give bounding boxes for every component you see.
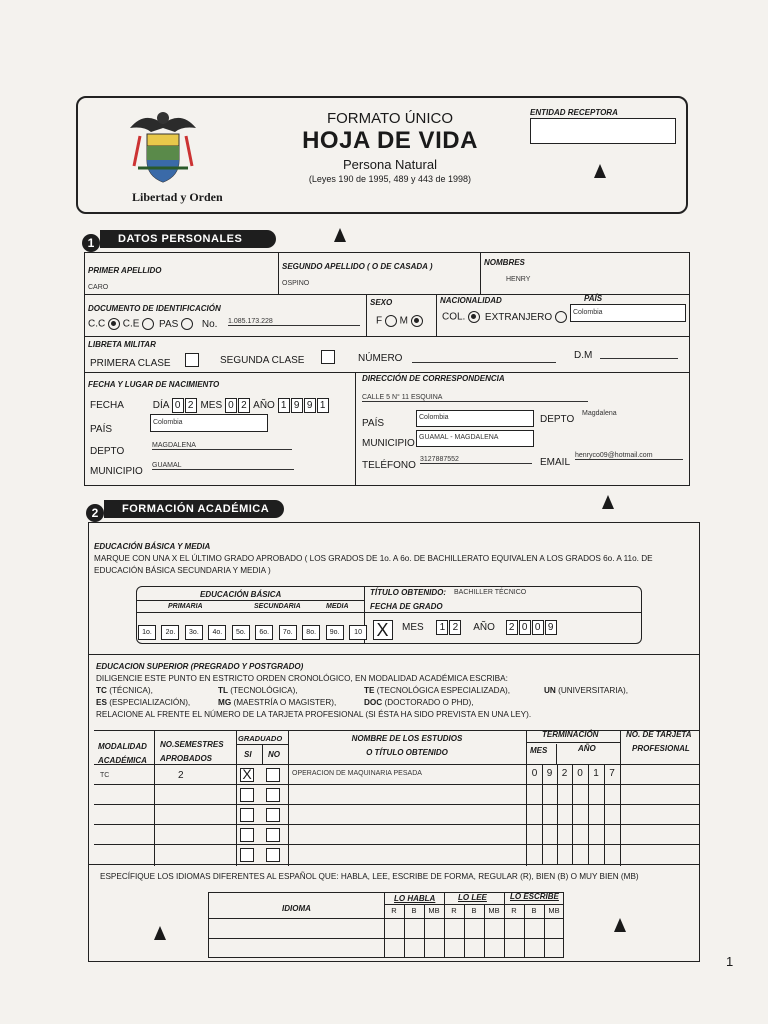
segunda-clase-label: SEGUNDA CLASE bbox=[220, 355, 305, 366]
tc-code: TC bbox=[96, 685, 107, 695]
idiomas-instructions: ESPECÍFIQUE LOS IDIOMAS DIFERENTES AL ESPAÑOL QUE: HABLA, LEE, ESCRIBE DE FORMA, REGULAR (R), BIEN (B) O MUY BIEN (MB) bbox=[100, 872, 639, 881]
dm-input[interactable] bbox=[600, 358, 678, 359]
col-radio[interactable] bbox=[468, 311, 480, 323]
entidad-label: ENTIDAD RECEPTORA bbox=[530, 108, 618, 117]
email-label: EMAIL bbox=[540, 457, 571, 468]
persona-label: Persona Natural bbox=[343, 157, 437, 172]
ce-radio[interactable] bbox=[142, 318, 154, 330]
es-code: ES bbox=[96, 697, 107, 707]
col-graduado-header: GRADUADO bbox=[238, 734, 283, 743]
primera-clase-label: PRIMERA CLASE bbox=[90, 358, 171, 369]
segundo-apellido-value[interactable]: OSPINO bbox=[282, 280, 310, 287]
row-no-checkbox[interactable] bbox=[266, 788, 280, 802]
lo-lee-header: LO LEE bbox=[458, 893, 487, 902]
grado-cell[interactable]: 5o. bbox=[232, 625, 250, 640]
un-desc: (UNIVERSITARIA), bbox=[558, 685, 629, 695]
grado-cell[interactable]: 7o. bbox=[279, 625, 297, 640]
dia-digit[interactable]: 0 bbox=[172, 398, 184, 413]
row-si-checkbox[interactable] bbox=[240, 848, 254, 862]
primer-apellido-label: PRIMER APELLIDO bbox=[88, 266, 162, 275]
basica-instructions bbox=[94, 553, 694, 577]
section2-title: FORMACIÓN ACADÉMICA bbox=[104, 500, 284, 518]
anio-grado-digit[interactable]: 2 bbox=[506, 620, 518, 635]
term-digit[interactable]: 9 bbox=[546, 768, 553, 779]
col-si-header: SI bbox=[244, 750, 252, 759]
grado-cell[interactable]: 6o. bbox=[255, 625, 273, 640]
triangle-marker-icon bbox=[154, 926, 166, 940]
triangle-marker-icon bbox=[334, 228, 346, 242]
row1-no-checkbox[interactable] bbox=[266, 768, 280, 782]
titulo-label: TÍTULO OBTENIDO: bbox=[370, 588, 446, 597]
section1-number: 1 bbox=[82, 234, 100, 252]
titulo-value[interactable]: BACHILLER TÉCNICO bbox=[454, 589, 527, 596]
col-no-header: NO bbox=[268, 750, 280, 759]
level-r: R bbox=[511, 906, 517, 915]
direccion-value[interactable]: CALLE 5 N° 11 ESQUINA bbox=[362, 394, 588, 402]
nacionalidad-group bbox=[442, 311, 567, 323]
level-b: B bbox=[411, 906, 417, 915]
segundo-apellido-label: SEGUNDO APELLIDO ( O DE CASADA ) bbox=[282, 262, 433, 271]
level-r: R bbox=[451, 906, 457, 915]
logo-text: Libertad y Orden bbox=[132, 190, 223, 204]
tc-desc: (TÉCNICA), bbox=[109, 685, 153, 695]
triangle-marker-icon bbox=[602, 495, 614, 509]
nacionalidad-label: NACIONALIDAD bbox=[440, 296, 502, 305]
col-estudios-line2: O TÍTULO OBTENIDO bbox=[366, 748, 448, 757]
te-desc: (TECNOLÓGICA ESPECIALIZADA), bbox=[376, 685, 511, 695]
anio-digit[interactable]: 9 bbox=[304, 398, 316, 413]
grado-cell[interactable]: 8o. bbox=[302, 625, 320, 640]
lo-habla-header: LO HABLA bbox=[394, 894, 436, 903]
basica-title: EDUCACIÓN BÁSICA Y MEDIA bbox=[94, 542, 211, 551]
col-modalidad-line1: MODALIDAD bbox=[98, 742, 147, 751]
mes-digit[interactable]: 2 bbox=[238, 398, 250, 413]
col-modalidad-line2: ACADÉMICA bbox=[98, 756, 147, 765]
entidad-input[interactable] bbox=[530, 118, 676, 144]
sexo-label: SEXO bbox=[370, 298, 393, 307]
anio-digit[interactable]: 1 bbox=[278, 398, 290, 413]
row-no-checkbox[interactable] bbox=[266, 848, 280, 862]
primaria-label: PRIMARIA bbox=[168, 603, 203, 610]
anio-label: AÑO bbox=[253, 400, 275, 411]
doc-code: DOC bbox=[364, 697, 383, 707]
col-label: COL. bbox=[442, 311, 466, 323]
media-label: MEDIA bbox=[326, 603, 349, 610]
grado-cell[interactable]: 10 bbox=[349, 625, 367, 640]
segunda-clase-checkbox[interactable] bbox=[321, 350, 335, 364]
row1-terminacion bbox=[527, 764, 620, 784]
grado-cell[interactable]: 9o. bbox=[326, 625, 344, 640]
fecha-grado-row bbox=[402, 620, 558, 635]
tl-desc: (TECNOLÓGICA), bbox=[230, 685, 298, 695]
cc-label: C.C bbox=[88, 318, 106, 330]
page-title: HOJA DE VIDA bbox=[302, 127, 478, 154]
row1-semestres[interactable]: 2 bbox=[178, 770, 184, 781]
anio-grado-digit[interactable]: 0 bbox=[532, 620, 544, 635]
doc-desc: (DOCTORADO O PHD), bbox=[384, 697, 474, 707]
pas-label: PAS bbox=[159, 318, 179, 330]
idioma-levels bbox=[384, 906, 564, 915]
sup-line2 bbox=[96, 685, 696, 697]
pais-corr-label: PAÍS bbox=[362, 418, 385, 429]
sexo-m-radio[interactable] bbox=[411, 315, 423, 327]
depto-corr-label: DEPTO bbox=[540, 414, 575, 425]
level-r: R bbox=[391, 906, 397, 915]
un-code: UN bbox=[544, 685, 556, 695]
municipio-nac-value[interactable]: GUAMAL bbox=[152, 462, 294, 470]
mes-digit[interactable]: 0 bbox=[225, 398, 237, 413]
pais-nac-input[interactable]: Colombia bbox=[150, 414, 268, 432]
anio-grado-digit[interactable]: 0 bbox=[519, 620, 531, 635]
row-si-checkbox[interactable] bbox=[240, 808, 254, 822]
sexo-f-label: F bbox=[376, 315, 383, 327]
mg-code: MG bbox=[218, 697, 232, 707]
term-digit[interactable]: 2 bbox=[561, 768, 568, 779]
term-digit[interactable]: 0 bbox=[577, 768, 583, 779]
numero-label: NÚMERO bbox=[358, 353, 403, 364]
superior-instructions bbox=[96, 673, 696, 720]
personal-data-frame bbox=[84, 252, 690, 486]
pais-input[interactable]: Colombia bbox=[570, 304, 686, 322]
depto-corr-value[interactable]: Magdalena bbox=[582, 410, 617, 417]
idioma-header: IDIOMA bbox=[282, 904, 311, 913]
primer-apellido-value[interactable]: CARO bbox=[88, 284, 109, 291]
level-mb: MB bbox=[488, 906, 500, 915]
formato-label: FORMATO ÚNICO bbox=[326, 110, 454, 127]
col-tarjeta-line1: NO. DE TARJETA bbox=[626, 730, 692, 739]
nombres-label: NOMBRES bbox=[484, 258, 525, 267]
grado-cell[interactable]: 1o. bbox=[138, 625, 156, 640]
sup-line1: DILIGENCIE ESTE PUNTO EN ESTRICTO ORDEN CRONOLÓGICO, EN MODALIDAD ACADÉMICA ESCRIBA: bbox=[96, 674, 508, 683]
te-code: TE bbox=[364, 685, 375, 695]
row-si-checkbox[interactable] bbox=[240, 828, 254, 842]
documento-label: DOCUMENTO DE IDENTIFICACIÓN bbox=[88, 304, 221, 313]
level-mb: MB bbox=[428, 906, 440, 915]
level-b: B bbox=[471, 906, 477, 915]
grado-marked-x[interactable]: X bbox=[373, 620, 393, 640]
mes-grado-digit[interactable]: 1 bbox=[436, 620, 448, 635]
documento-numero-value[interactable]: 1.085.173.228 bbox=[228, 318, 360, 326]
pais-nac-label: PAÍS bbox=[90, 424, 113, 435]
col-estudios-line1: NOMBRE DE LOS ESTUDIOS bbox=[351, 734, 463, 743]
col-mes-header: MES bbox=[530, 746, 548, 755]
tl-code: TL bbox=[218, 685, 229, 695]
municipio-corr-input[interactable]: GUAMAL - MAGDALENA bbox=[416, 430, 534, 447]
direccion-label: DIRECCIÓN DE CORRESPONDENCIA bbox=[362, 374, 505, 383]
basica-instr-line2: EDUCACIÓN BÁSICA SECUNDARIA Y MEDIA ) bbox=[94, 566, 271, 575]
anio-digit[interactable]: 9 bbox=[291, 398, 303, 413]
dia-label: DÍA bbox=[152, 400, 169, 411]
ed-basica-label: EDUCACIÓN BÁSICA bbox=[200, 590, 282, 599]
nacimiento-label: FECHA Y LUGAR DE NACIMIENTO bbox=[88, 380, 220, 389]
sexo-m-label: M bbox=[399, 315, 409, 327]
col-estudios-header bbox=[290, 732, 524, 760]
level-b: B bbox=[531, 906, 537, 915]
grado-cell[interactable]: 2o. bbox=[161, 625, 179, 640]
row-no-checkbox[interactable] bbox=[266, 828, 280, 842]
no-label: No. bbox=[201, 318, 218, 330]
superior-title: EDUCACION SUPERIOR (PREGRADO Y POSTGRADO) bbox=[96, 662, 304, 671]
dm-label: D.M bbox=[574, 350, 593, 361]
term-digit[interactable]: 1 bbox=[593, 768, 599, 779]
row-si-checkbox[interactable] bbox=[240, 788, 254, 802]
depto-nac-value[interactable]: MAGDALENA bbox=[152, 442, 292, 450]
section1-title: DATOS PERSONALES bbox=[100, 230, 276, 248]
sup-line3 bbox=[96, 697, 696, 709]
sexo-group bbox=[376, 315, 423, 327]
fecha-grado-label: FECHA DE GRADO bbox=[370, 602, 443, 611]
telefono-value[interactable]: 3127887552 bbox=[420, 456, 532, 464]
anio-grado-label: AÑO bbox=[473, 622, 495, 633]
row-no-checkbox[interactable] bbox=[266, 808, 280, 822]
triangle-marker-icon bbox=[614, 918, 626, 932]
libreta-label: LIBRETA MILITAR bbox=[88, 340, 156, 349]
fecha-nacimiento-row bbox=[90, 398, 330, 413]
municipio-nac-label: MUNICIPIO bbox=[90, 466, 143, 477]
depto-nac-label: DEPTO bbox=[90, 446, 125, 457]
pais-corr-input[interactable]: Colombia bbox=[416, 410, 534, 427]
mes-grado-digit[interactable]: 2 bbox=[449, 620, 461, 635]
extranjero-label: EXTRANJERO bbox=[484, 311, 553, 323]
fecha-label: FECHA bbox=[90, 400, 124, 411]
email-value[interactable]: henryco09@hotmail.com bbox=[575, 452, 683, 460]
col-anio-header: AÑO bbox=[578, 744, 596, 753]
sexo-f-radio[interactable] bbox=[385, 315, 397, 327]
row1-modalidad[interactable]: TC bbox=[100, 772, 110, 779]
grado-cell[interactable]: 4o. bbox=[208, 625, 226, 640]
term-digit[interactable]: 0 bbox=[531, 768, 538, 779]
col-tarjeta-header bbox=[626, 728, 691, 756]
pas-radio[interactable] bbox=[181, 318, 193, 330]
header-titles bbox=[300, 110, 480, 184]
numero-input[interactable] bbox=[412, 362, 556, 363]
es-desc: (ESPECIALIZACIÓN), bbox=[109, 697, 191, 707]
pais-label: PAÍS bbox=[584, 294, 603, 303]
page-number: 1 bbox=[726, 954, 734, 969]
sup-line4: RELACIONE AL FRENTE EL NÚMERO DE LA TARJETA PROFESIONAL (SI ÉSTA HA SIDO PREVISTA EN UNA LEY). bbox=[96, 709, 532, 719]
lo-escribe-header: LO ESCRIBE bbox=[510, 892, 559, 901]
col-modalidad-header bbox=[98, 740, 147, 768]
col-semestres-line1: NO.SEMESTRES bbox=[160, 740, 224, 749]
documento-type-group bbox=[88, 318, 217, 330]
nombres-value[interactable]: HENRY bbox=[506, 276, 531, 283]
row1-si-checkbox[interactable]: X bbox=[240, 768, 254, 782]
anio-digit[interactable]: 1 bbox=[317, 398, 329, 413]
triangle-marker-icon bbox=[594, 164, 606, 178]
cc-radio[interactable] bbox=[108, 318, 120, 330]
col-terminacion-header: TERMINACIÓN bbox=[542, 730, 599, 739]
col-tarjeta-line2: PROFESIONAL bbox=[632, 744, 690, 753]
level-mb: MB bbox=[548, 906, 560, 915]
row1-estudios[interactable]: OPERACION DE MAQUINARIA PESADA bbox=[292, 770, 422, 777]
telefono-label: TELÉFONO bbox=[362, 460, 416, 471]
extranjero-radio[interactable] bbox=[555, 311, 567, 323]
col-semestres-line2: APROBADOS bbox=[160, 754, 213, 763]
primera-clase-checkbox[interactable] bbox=[185, 353, 199, 367]
leyes-label: (Leyes 190 de 1995, 489 y 443 de 1998) bbox=[308, 174, 472, 184]
mg-desc: (MAESTRÍA O MAGISTER), bbox=[233, 697, 337, 707]
idiomas-table bbox=[208, 892, 564, 958]
grado-cell[interactable]: 3o. bbox=[185, 625, 203, 640]
dia-digit[interactable]: 2 bbox=[185, 398, 197, 413]
section2-number: 2 bbox=[86, 504, 104, 522]
ce-label: C.E bbox=[122, 318, 140, 330]
anio-grado-digit[interactable]: 9 bbox=[545, 620, 557, 635]
grados-row bbox=[138, 620, 394, 640]
term-digit[interactable]: 7 bbox=[609, 768, 615, 779]
municipio-corr-label: MUNICIPIO bbox=[362, 438, 415, 449]
basica-instr-line1: MARQUE CON UNA X EL ÚLTIMO GRADO APROBADO ( LOS GRADOS DE 1o. A 6o. DE BACHILLERATO EQUIVALEN A LOS GRADOS 6o. A 11o. DE bbox=[94, 554, 653, 563]
col-semestres-header bbox=[160, 738, 224, 766]
secundaria-label: SECUNDARIA bbox=[254, 603, 301, 610]
mes-grado-label: MES bbox=[402, 622, 424, 633]
coat-of-arms-icon bbox=[120, 106, 206, 192]
mes-label: MES bbox=[200, 400, 223, 411]
